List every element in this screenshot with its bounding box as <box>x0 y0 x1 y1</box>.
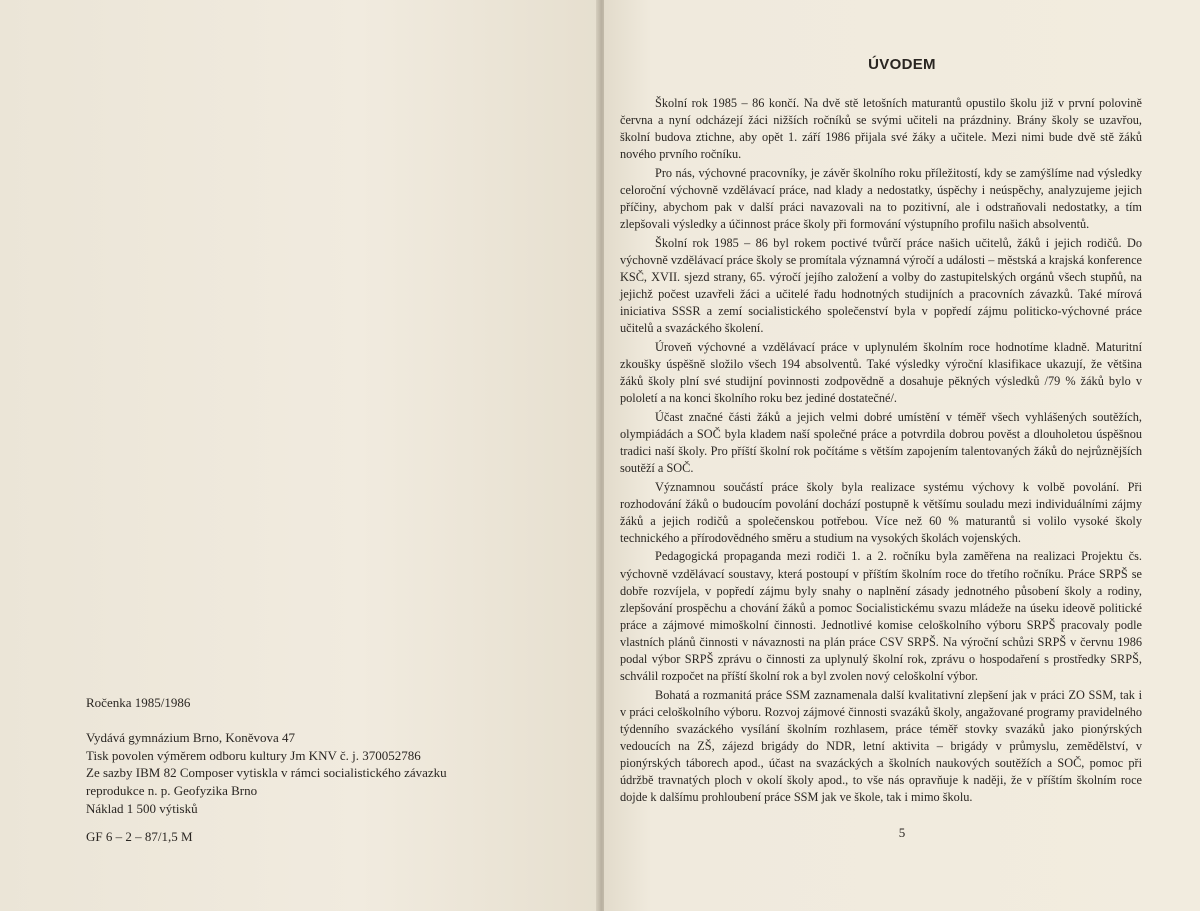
imprint-line: Ze sazby IBM 82 Composer vytiskla v rámci socialistického závazku <box>86 765 447 781</box>
right-page <box>604 0 1200 911</box>
paragraph: Účast značné části žáků a jejich velmi dobré umístění v téměř všech vyhlášených soutěžích, olympiádách a SOČ byla kladem naší společné práce a potvrdila dobrou pověst a dlouholetou úspěšnou tradici naší školy. Pro příští školní rok počítáme s větším zapojením talentovaných žáků do nejrůznějších soutěží a SOČ. <box>620 409 1142 475</box>
paragraph: Významnou součástí práce školy byla realizace systému výchovy k volbě povolání. Při rozhodování žáků o budoucím povolání dochází postupně k většímu souladu mezi individuálními zájmy žáků a jejich rodičů a společenskou potřebou. Více než 60 % maturantů si volilo vysoké školy technického a přírodovědného směru a studium na vysokých školách vojenských. <box>620 479 1142 545</box>
imprint-line: Tisk povolen výměrem odboru kultury Jm KNV č. j. 370052786 <box>86 747 421 763</box>
page-number: 5 <box>898 825 906 840</box>
imprint-lines <box>86 729 526 818</box>
paragraph: Pedagogická propaganda mezi rodiči 1. a 2. ročníku byla zaměřena na realizaci Projektu čs. výchovně vzdělávací soustavy, která postoupí v příštím školním roce do třetího ročníku. Práce SRPŠ se dobře rozvíjela, v popředí zájmu byly snahy o naplnění zásady jednotného působení školy a rodiny, zlepšování prospěchu a chování žáků a pomoc Socialistickému svazu mládeže na úseku ideově politické práce a zájmové mimoškolní činnosti. Jednotlivé komise celoškolního výboru SRPŠ pracovaly podle vlastních plánů činnosti v návaznosti na plán práce CSV SRPŠ. Na výroční schůzi SRPŠ v červnu 1986 podal výbor SRPŠ zprávu o činnosti za uplynulý školní rok, zprávu o hospodaření s prostředky SRPŠ, schválil rozpočet na příští školní rok a byl zvolen nový celoškolní výbor. <box>620 549 1142 684</box>
imprint-block <box>86 694 526 846</box>
paragraph: Úroveň výchovné a vzdělávací práce v uplynulém školním roce hodnotíme kladně. Maturitní zkoušky úspěšně složilo všech 194 absolventů. Také výsledky výroční klasifikace ukazují, že většina žáků školy plní své studijní povinnosti zodpovědně a dosahuje pěkných výsledků /79 % žáků bylo v pololetí a na konci školního roku bez jediné dostatečné/. <box>620 339 1142 406</box>
imprint-line: Náklad 1 500 výtisků <box>86 800 198 816</box>
paragraph: Školní rok 1985 – 86 byl rokem poctivé tvůrčí práce našich učitelů, žáků i jejich rodičů. Do výchovně vzdělávací práce školy se promítala významná výročí a události – městská a krajská konference KSČ, XVII. sjezd strany, 65. výročí jejího založení a volby do zastupitelských orgánů všech stupňů, na jejichž počest uzavřeli žáci a učitelé řadu hodnotných studijních a pracovních závazků. Také mírová iniciativa SSSR a zemí socialistického společenství byla v popředí zájmu politicko-výchovné práce učitelů a svazáckého školení. <box>620 235 1142 336</box>
imprint-line: reprodukce n. p. Geofyzika Brno <box>86 783 258 799</box>
yearbook-title: Ročenka 1985/1986 <box>86 695 191 710</box>
print-code: GF 6 – 2 – 87/1,5 M <box>86 828 193 844</box>
paragraph: Pro nás, výchovné pracovníky, je závěr školního roku příležitostí, kdy se zamýšlíme nad výsledky celoroční výchovně vzdělávací práce, nad klady a nedostatky, úspěchy i neúspěchy, analyzujeme jejich příčiny, abychom pak v další práci navazovali na to pozitivní, ale i odstraňovali nedostatky, a tím zlepšovali výsledky a účinnost práce školy při formování výstupního profilu našich absolventů. <box>620 165 1142 232</box>
paragraph: Školní rok 1985 – 86 končí. Na dvě stě letošních maturantů opustilo školu již v první polovině června a nyní odcházejí žáci nižších ročníků se svými učiteli na prázdniny. Brány školy se uzavřou, školní budova ztichne, aby opět 1. září 1986 přijala své žáky a učitele. Mezi nimi bude dvě stě žáků nového prvního ročníku. <box>620 96 1142 162</box>
imprint-line: Vydává gymnázium Brno, Koněvova 47 <box>86 729 296 745</box>
body-text <box>620 95 1142 808</box>
paragraph: Bohatá a rozmanitá práce SSM zaznamenala další kvalitativní zlepšení jak v práci ZO SSM, tak i v práci celoškolního výboru. Rozvoj zájmové činnosti svazáků školy, angažované programy pravidelného týdenního svazáckého vysílání školním rozhlasem, práce téměř stovky svazáků jako pionýrských vedoucích na ZŠ, zájezd brigády do NDR, letní aktivita – brigády v průmyslu, zemědělství, v pionýrských táborech apod., účast na svazáckých a školních naukových soutěžích a SOČ, pomoc při údržbě travnatých ploch v okolí školy apod., to vše nás opravňuje k naději, že v příštím školním roce dojde k dalšímu prohloubení práce SSM jak ve škole, tak i mimo školu. <box>620 687 1142 805</box>
page-heading: ÚVODEM <box>868 56 936 73</box>
